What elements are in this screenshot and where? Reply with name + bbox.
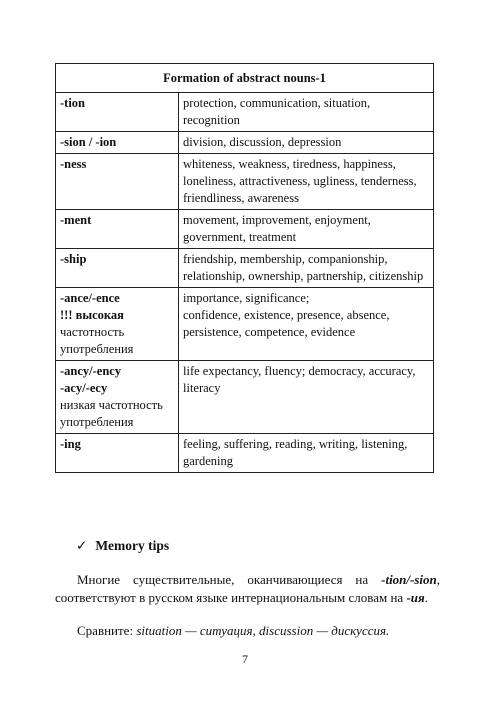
memory-tips-title: Memory tips [95, 538, 170, 553]
paragraph-ending: -ия [406, 590, 425, 605]
table-row [56, 249, 434, 288]
examples-cell: life expectancy, fluency; democracy, accuracy, literacy [179, 361, 434, 434]
compare-line [77, 622, 389, 640]
suffix-cell [56, 249, 179, 288]
examples-cell: whiteness, weakness, tiredness, happiness, loneliness, attractiveness, ugliness, tenderness, friendliness, awareness [179, 154, 434, 210]
examples-cell: movement, improvement, enjoyment, government, treatment [179, 210, 434, 249]
suffix-label: -ing [60, 437, 81, 451]
page-number: 7 [242, 652, 248, 666]
suffix-cell [56, 93, 179, 132]
table-row [56, 93, 434, 132]
suffix-label: -ship [60, 252, 87, 266]
suffix-label: -acy/-ecy [60, 381, 108, 395]
suffix-cell [56, 434, 179, 473]
paragraph-text-2: , соответствуют в русском языке интернациональным словам на [55, 572, 440, 605]
examples-cell: feeling, suffering, reading, writing, listening, gardening [179, 434, 434, 473]
compare-example: situation — ситуация, discussion — дискуссия. [136, 623, 390, 638]
abstract-nouns-table [55, 63, 434, 473]
table-row [56, 210, 434, 249]
usage-note: низкая частотность употребления [60, 398, 163, 429]
table-row [56, 361, 434, 434]
suffix-label: -ment [60, 213, 92, 227]
table-title: Formation of abstract nouns-1 [56, 64, 434, 93]
memory-tip-paragraph [55, 571, 440, 607]
suffix-label: -sion / -ion [60, 135, 117, 149]
paragraph-suffixes: -tion/-sion [381, 572, 437, 587]
suffix-cell [56, 132, 179, 154]
compare-label: Сравните: [77, 623, 137, 638]
suffix-label: -ance/-ence [60, 291, 120, 305]
memory-tips-heading [76, 538, 169, 554]
usage-note-emphasis: !!! высокая [60, 308, 124, 322]
suffix-label: -ness [60, 157, 87, 171]
examples-cell: protection, communication, situation, recognition [179, 93, 434, 132]
examples-cell: division, discussion, depression [179, 132, 434, 154]
paragraph-text-3: . [424, 590, 428, 605]
examples-cell: friendship, membership, companionship, relationship, ownership, partnership, citizenship [179, 249, 434, 288]
table-row [56, 434, 434, 473]
examples-cell: importance, significance; confidence, existence, presence, absence, persistence, competence, evidence [179, 288, 434, 361]
table-row [56, 132, 434, 154]
table-row [56, 288, 434, 361]
suffix-cell [56, 361, 179, 434]
table-row [56, 154, 434, 210]
suffix-cell [56, 288, 179, 361]
suffix-cell [56, 154, 179, 210]
usage-note: частотность употребления [60, 325, 134, 356]
suffix-label: -tion [60, 96, 85, 110]
suffix-cell [56, 210, 179, 249]
checkmark-icon: ✓ [76, 538, 88, 553]
paragraph-text-1: Многие существительные, оканчивающиеся на [77, 572, 382, 587]
suffix-label: -ancy/-ency [60, 364, 122, 378]
